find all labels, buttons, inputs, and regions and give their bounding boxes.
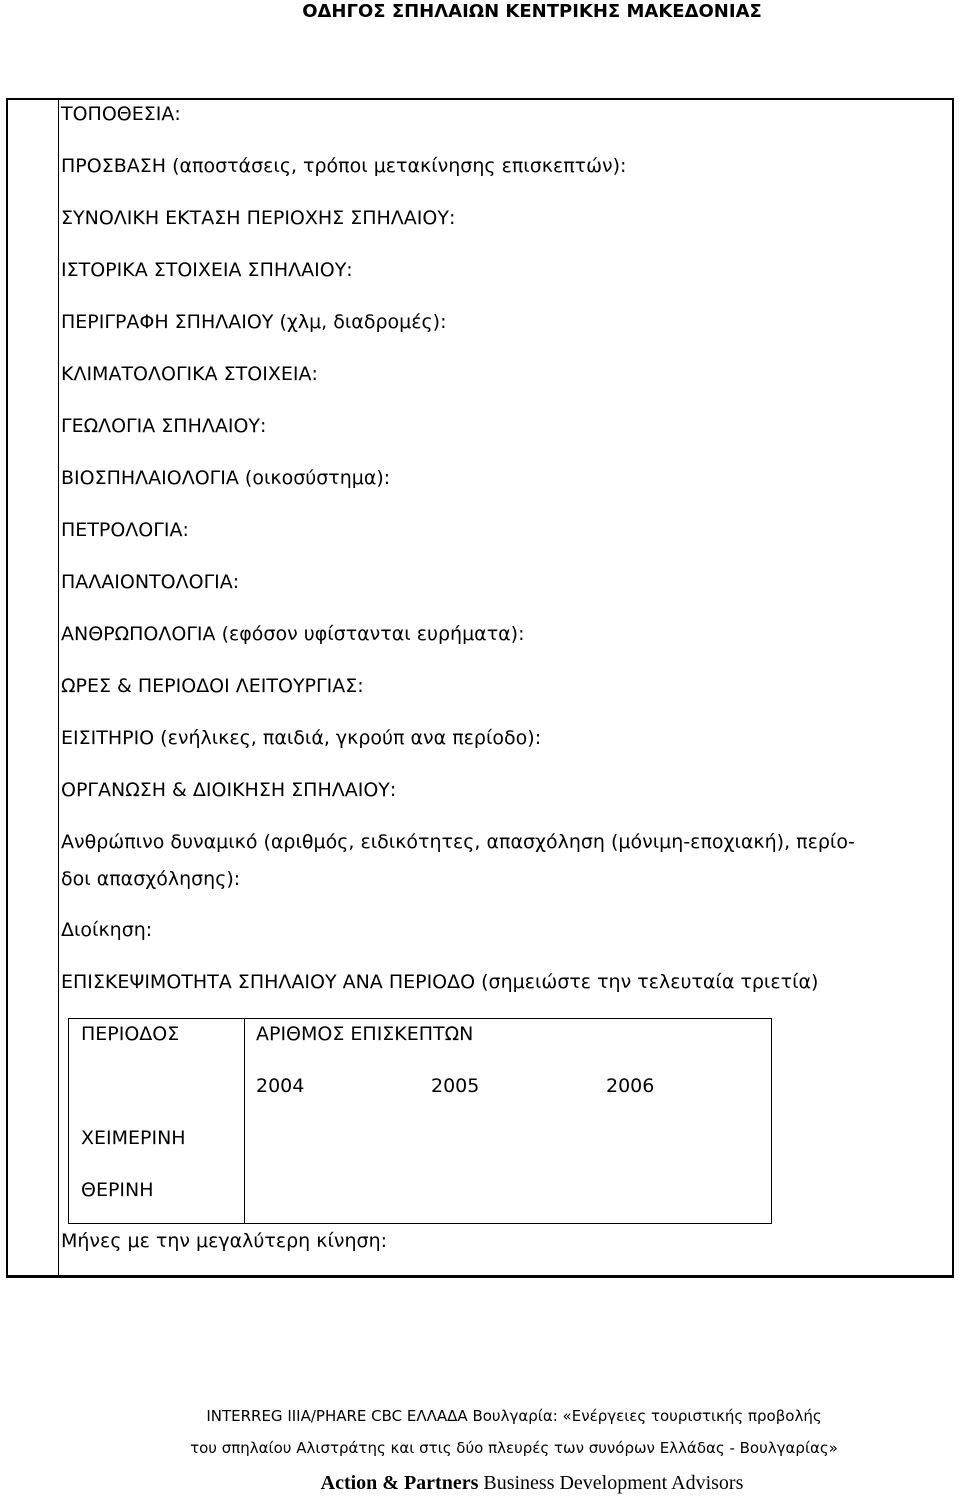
field-busiest-months: Μήνες με την μεγαλύτερη κίνηση:: [61, 1230, 388, 1252]
field-opening-hours: ΩΡΕΣ & ΠΕΡΙΟΔΟΙ ΛΕΙΤΟΥΡΓΙΑΣ:: [61, 675, 364, 697]
visitors-table: [68, 1018, 772, 1224]
visitors-table-visitors-header: ΑΡΙΘΜΟΣ ΕΠΙΣΚΕΠΤΩΝ: [256, 1023, 474, 1045]
footer-program-line-2: του σπηλαίου Αλιστράτης και στις δύο πλευρές των συνόρων Ελλάδας - Βουλγαρίας»: [190, 1439, 838, 1457]
field-climate: ΚΛΙΜΑΤΟΛΟΓΙΚΑ ΣΤΟΙΧΕΙΑ:: [61, 363, 318, 385]
field-history: ΙΣΤΟΡΙΚΑ ΣΤΟΙΧΕΙΑ ΣΠΗΛΑΙΟΥ:: [61, 259, 353, 281]
field-staff-line-1: Ανθρώπινο δυναμικό (αριθμός, ειδικότητες, απασχόληση (μόνιμη-εποχιακή), περίο-: [61, 831, 855, 853]
visitors-table-year-2004: 2004: [256, 1075, 305, 1097]
field-organization: ΟΡΓΑΝΩΣΗ & ΔΙΟΙΚΗΣΗ ΣΠΗΛΑΙΟΥ:: [61, 779, 397, 801]
field-administration: Διοίκηση:: [61, 919, 153, 941]
field-anthropology: ΑΝΘΡΩΠΟΛΟΓΙΑ (εφόσον υφίστανται ευρήματα):: [61, 623, 525, 645]
visitors-table-row-winter: ΧΕΙΜΕΡΙΝΗ: [81, 1127, 186, 1149]
document-header-title: ΟΔΗΓΟΣ ΣΠΗΛΑΙΩΝ ΚΕΝΤΡΙΚΗΣ ΜΑΚΕΔΟΝΙΑΣ: [302, 1, 762, 22]
field-staff-line-2: δοι απασχόλησης):: [61, 868, 241, 890]
visitors-table-year-2005: 2005: [431, 1075, 480, 1097]
field-location: ΤΟΠΟΘΕΣΙΑ:: [61, 103, 181, 125]
field-visitability-heading: ΕΠΙΣΚΕΨΙΜΟΤΗΤΑ ΣΠΗΛΑΙΟΥ ΑΝΑ ΠΕΡΙΟΔΟ (σημειώστε την τελευταία τριετία): [61, 971, 819, 993]
visitors-table-column-divider: [244, 1019, 245, 1223]
visitors-table-year-2006: 2006: [606, 1075, 655, 1097]
field-description: ΠΕΡΙΓΡΑΦΗ ΣΠΗΛΑΙΟΥ (χλμ, διαδρομές):: [61, 311, 447, 333]
visitors-table-row-summer: ΘΕΡΙΝΗ: [81, 1179, 154, 1201]
footer-brand: [0, 1470, 960, 1496]
field-ticket: ΕΙΣΙΤΗΡΙΟ (ενήλικες, παιδιά, γκρούπ ανα περίοδο):: [61, 727, 542, 749]
footer-brand-tagline: Business Development Advisors: [483, 1472, 744, 1494]
field-geology: ΓΕΩΛΟΓΙΑ ΣΠΗΛΑΙΟΥ:: [61, 415, 267, 437]
field-petrology: ΠΕΤΡΟΛΟΓΙΑ:: [61, 519, 189, 541]
field-access: ΠΡΟΣΒΑΣΗ (αποστάσεις, τρόποι μετακίνησης επισκεπτών):: [61, 155, 627, 177]
field-total-area: ΣΥΝΟΛΙΚΗ ΕΚΤΑΣΗ ΠΕΡΙΟΧΗΣ ΣΠΗΛΑΙΟΥ:: [61, 207, 456, 229]
field-biospeleology: ΒΙΟΣΠΗΛΑΙΟΛΟΓΙΑ (οικοσύστημα):: [61, 467, 391, 489]
footer-brand-name: Action & Partners: [320, 1472, 479, 1494]
footer-program-line-1: INTERREG IIIA/PHARE CBC ΕΛΛΑΔΑ Βουλγαρία: «Ενέργειες τουριστικής προβολής: [206, 1407, 822, 1425]
form-frame-left-gutter: [58, 100, 59, 1275]
visitors-table-period-header: ΠΕΡΙΟΔΟΣ: [81, 1023, 180, 1045]
field-paleontology: ΠΑΛΑΙΟΝΤΟΛΟΓΙΑ:: [61, 571, 240, 593]
